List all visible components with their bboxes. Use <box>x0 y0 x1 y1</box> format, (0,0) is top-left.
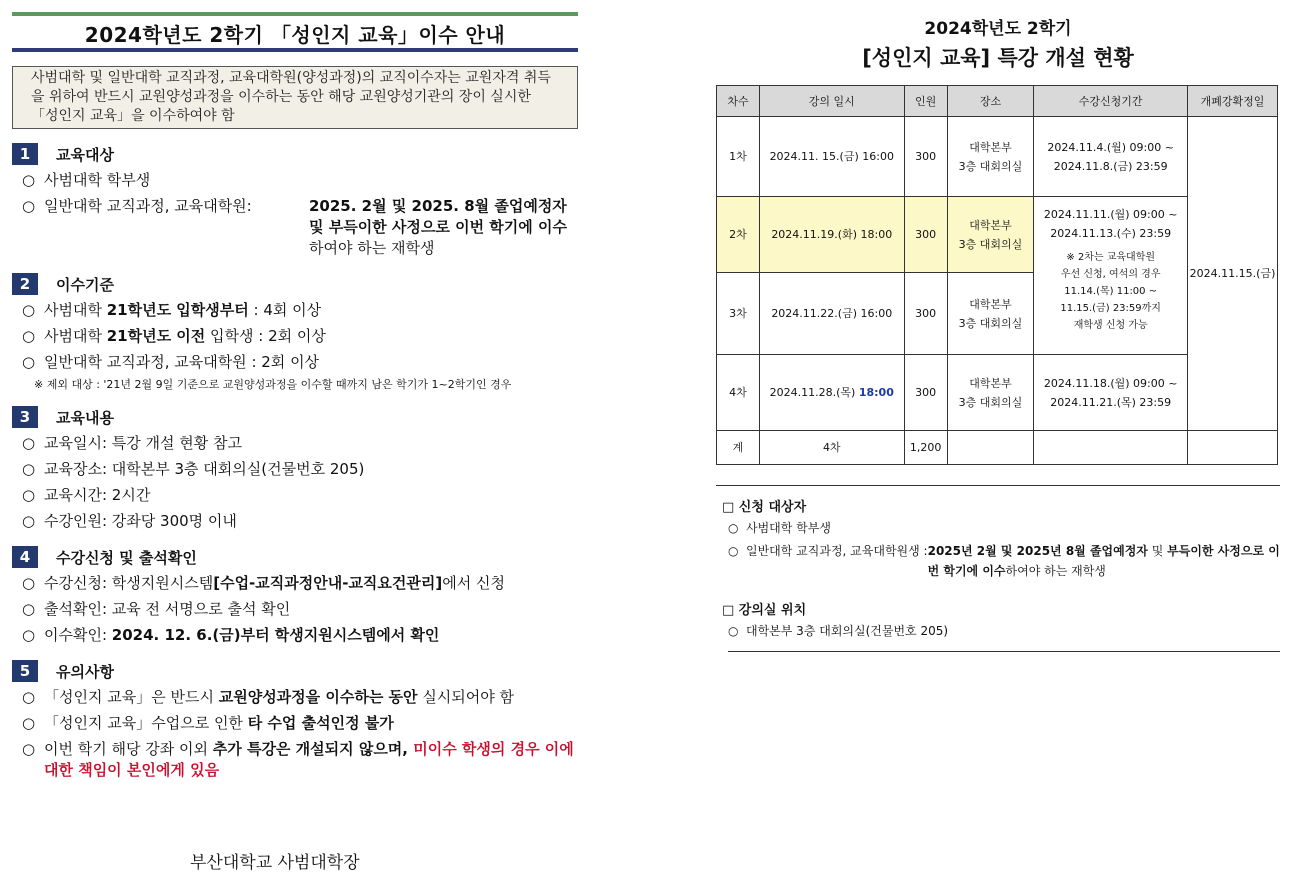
section-number: 4 <box>12 546 38 568</box>
section-2-header <box>12 273 578 295</box>
column-header: 수강신청기간 <box>1034 86 1188 117</box>
exclusion-note: ※ 제외 대상 : '21년 2월 9일 기준으로 교원양성과정을 이수할 때까지 남은 학기가 1~2학기인 경우 <box>34 378 512 391</box>
table-total-row: 계 4차 1,200 <box>717 431 1278 465</box>
section-5-header <box>12 660 578 682</box>
list-item: ○ 일반대학 교직과정, 교육대학원: 2025. 2월 및 2025. 8월 졸업예정자 및 부득이한 사정으로 이번 학기에 이수하여야 하는 재학생 <box>22 197 567 257</box>
list-item: ○ 사범대학 학부생 <box>22 171 151 189</box>
schedule-title: [성인지 교육] 특강 개설 현황 <box>862 46 1134 70</box>
section-title: 유의사항 <box>56 662 114 681</box>
list-item: ○ 사범대학 학부생 <box>728 521 831 535</box>
signature-line: 부산대학교 사범대학장 <box>190 853 360 873</box>
list-item: ○ 일반대학 교직과정, 교육대학원 : 2회 이상 <box>22 353 320 371</box>
list-item: ○ 교육일시: 특강 개설 현황 참고 <box>22 434 243 452</box>
table-row: 1차 2024.11. 15.(금) 16:00 300 대학본부 3층 대회의실 2024.11.4.(월) 09:00 ~ 2024.11.8.(금) 23:59 2024.11.15.(금) <box>717 117 1278 197</box>
list-item: ○ 이수확인: 2024. 12. 6.(금)부터 학생지원시스템에서 확인 <box>22 626 440 644</box>
list-item: ○ 수강신청: 학생지원시스템[수업-교직과정안내-교직요건관리]에서 신청 <box>22 574 505 592</box>
table-row: 4차 2024.11.28.(목) 18:00 300 대학본부 3층 대회의실 2024.11.18.(월) 09:00 ~ 2024.11.21.(목) 23:59 <box>717 355 1278 431</box>
schedule-panel <box>716 16 1280 652</box>
section-3-header <box>12 406 578 428</box>
list-item: ○ 출석확인: 교육 전 서명으로 출석 확인 <box>22 600 291 618</box>
section-title: 교육내용 <box>56 408 114 427</box>
list-item: ○ 「성인지 교육」은 반드시 교원양성과정을 이수하는 동안 실시되어야 함 <box>22 688 515 706</box>
section-title: 수강신청 및 출석확인 <box>56 548 197 567</box>
section-number: 3 <box>12 406 38 428</box>
column-header: 개폐강확정일 <box>1188 86 1278 117</box>
section-title: 이수기준 <box>56 275 114 294</box>
list-item: ○ 교육시간: 2시간 <box>22 486 151 504</box>
list-item: ○ 대학본부 3층 대회의실(건물번호 205) <box>728 621 1280 652</box>
list-item: ○ 일반대학 교직과정, 교육대학원생 : 2025년 2월 및 2025년 8월 졸업예정자 및 부득이한 사정으로 이번 학기에 이수하여야 하는 재학생 <box>728 544 1280 578</box>
page-title: 2024학년도 2학기 「성인지 교육」이수 안내 <box>84 23 506 47</box>
schedule-title-year: 2024학년도 2학기 <box>924 19 1072 39</box>
section-number: 2 <box>12 273 38 295</box>
notice-panel <box>12 10 578 781</box>
table-header-row <box>717 86 1278 117</box>
section-title: 교육대상 <box>56 145 114 164</box>
column-header: 강의 일시 <box>759 86 904 117</box>
column-header: 인원 <box>904 86 947 117</box>
intro-box: 사범대학 및 일반대학 교직과정, 교육대학원(양성과정)의 교직이수자는 교원자격 취득을 위하여 반드시 교원양성과정을 이수하는 동안 해당 교원양성기관의 장이 실시한 「성인지 교육」을 이수하여야 함 <box>12 66 578 129</box>
session-2-note: ※ 2차는 교육대학원 우선 신청, 여석의 경우 11.14.(목) 11:00 ~ 11.15.(금) 23:59까지 재학생 신청 가능 <box>1060 252 1161 331</box>
title-bar <box>12 10 578 54</box>
list-item: ○ 이번 학기 해당 강좌 이외 추가 특강은 개설되지 않으며, 미이수 학생의 경우 이에 대한 책임이 본인에게 있음 <box>22 740 574 779</box>
section-4-header <box>12 546 578 568</box>
title-top-line <box>12 12 578 16</box>
table-row-highlighted: 2차 2024.11.19.(화) 18:00 300 대학본부 3층 대회의실 2024.11.11.(월) 09:00 ~ 2024.11.13.(수) 23:59 ※ 2차는 교육대학원 우선 신청, 여석의 경우 11.14.(목) 11:00 ~ 11.15.(금) 23:59까지 재학생 신청 가능 <box>717 197 1278 273</box>
section-1-header <box>12 143 578 165</box>
section-number: 5 <box>12 660 38 682</box>
title-bottom-line <box>12 48 578 52</box>
list-item: ○ 사범대학 21학년도 이전 입학생 : 2회 이상 <box>22 327 326 345</box>
table-row: 3차 2024.11.22.(금) 16:00 300 대학본부 3층 대회의실 <box>717 273 1278 355</box>
target-section: □ 신청 대상자 ○ 사범대학 학부생 ○ 일반대학 교직과정, 교육대학원생 : 2025년 2월 및 2025년 8월 졸업예정자 및 부득이한 사정으로 이번 학기에 이수하여야 하는 재학생 □ 강의실 위치 ○ 대학본부 3층 대회의실(건물번호 205) <box>716 485 1280 652</box>
list-item: ○ 교육장소: 대학본부 3층 대회의실(건물번호 205) <box>22 460 365 478</box>
column-header: 차수 <box>717 86 760 117</box>
confirm-date: 2024.11.15.(금) <box>1188 117 1278 431</box>
section-number: 1 <box>12 143 38 165</box>
column-header: 장소 <box>947 86 1034 117</box>
schedule-table <box>716 85 1278 465</box>
list-item: ○ 사범대학 21학년도 입학생부터 : 4회 이상 <box>22 301 322 319</box>
list-item: ○ 「성인지 교육」수업으로 인한 타 수업 출석인정 불가 <box>22 714 394 732</box>
list-item: ○ 수강인원: 강좌당 300명 이내 <box>22 512 237 530</box>
